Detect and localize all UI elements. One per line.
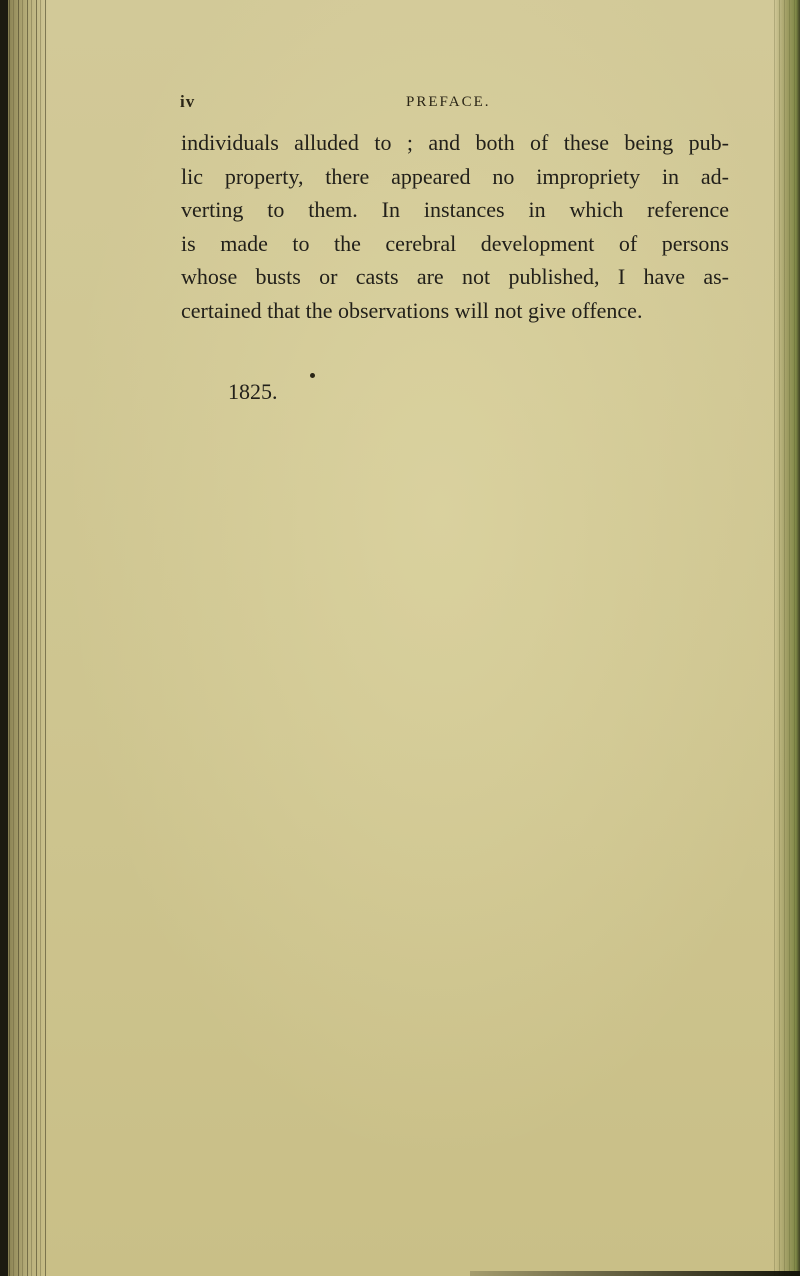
page-number: iv [180, 92, 196, 111]
text-line: is made to the cerebral development of persons [181, 230, 729, 256]
binding-edge [0, 0, 8, 1276]
running-title: PREFACE. [406, 94, 491, 110]
preface-date: 1825. [228, 379, 278, 404]
bottom-shadow [470, 1271, 800, 1276]
text-line: certained that the observations will not give offence. [181, 297, 643, 323]
preface-paragraph [181, 126, 729, 327]
ink-speck [310, 373, 315, 378]
text-line: lic property, there appeared no impropriety in ad- [181, 163, 729, 189]
text-line: individuals alluded to ; and both of these being pub- [181, 130, 729, 155]
binding-gutter [0, 0, 48, 1276]
text-line: whose busts or casts are not published, I have as- [181, 264, 729, 289]
text-line: verting to them. In instances in which reference [181, 197, 729, 222]
running-head [180, 92, 780, 116]
page-block-edge [774, 0, 800, 1276]
